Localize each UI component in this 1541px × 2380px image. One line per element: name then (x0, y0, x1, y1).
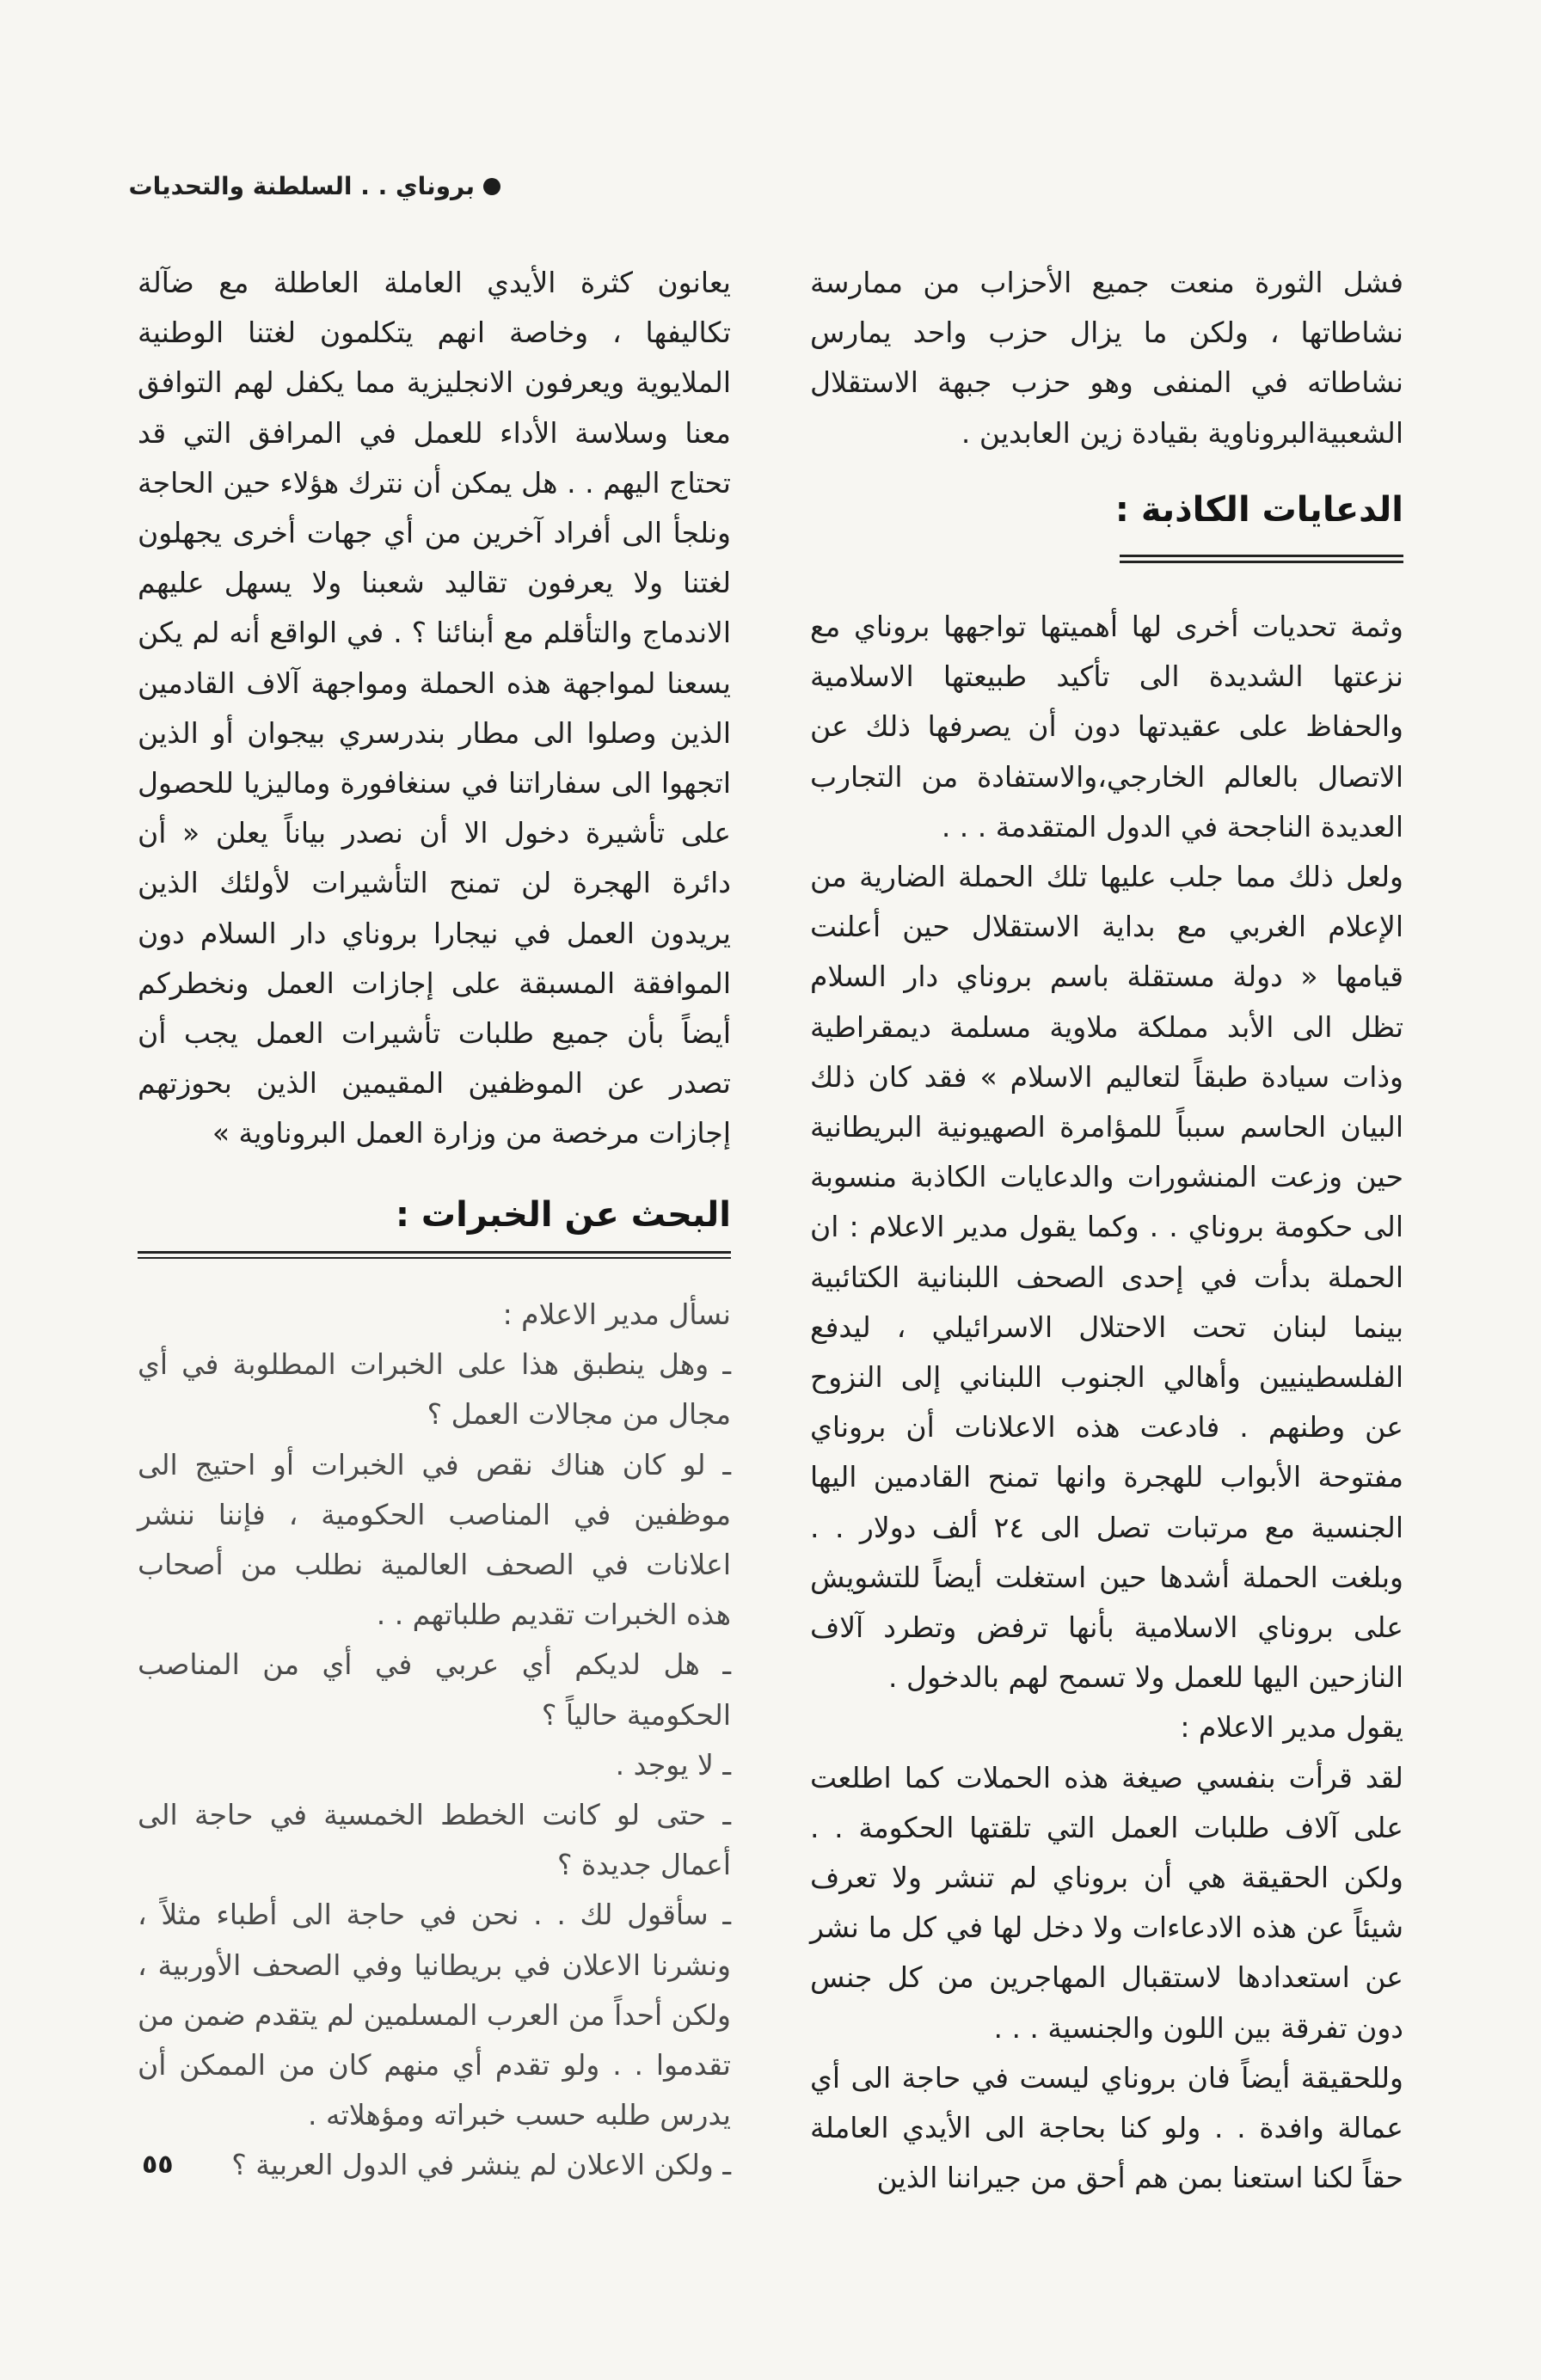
heading-underline (138, 1251, 731, 1254)
interview-line: ـ لا يوجد . (615, 1747, 731, 1782)
right-column-body (810, 602, 1403, 2204)
bullet-icon (483, 178, 500, 195)
section-heading-false-propaganda: الدعايات الكاذبة : (1114, 490, 1403, 530)
interview-line: ـ هل لديكم أي عربي في أي من المناصب الحكومية حالياً ؟ (138, 1647, 731, 1732)
left-column-interview (138, 1290, 731, 2191)
left-column-upper (138, 258, 731, 1159)
running-title-text: بروناي . . السلطنة والتحديات (128, 172, 475, 200)
interview-line: ـ حتى لو كانت الخطط الخمسية في حاجة الى أعمال جديدة ؟ (138, 1798, 731, 1882)
body-paragraph: يقول مدير الاعلام : (1180, 1710, 1403, 1745)
interview-line: ـ لو كان هناك نقص في الخبرات أو احتيج الى موظفين في المناصب الحكومية ، فإننا ننشر اعلانات في الصحف العالمية نطلب من أصحاب هذه الخبرات تقديم طلباتهم . . (138, 1447, 731, 1632)
body-paragraph: يعانون كثرة الأيدي العاملة العاطلة مع ضآلة تكاليفها ، وخاصة انهم يتكلمون لغتنا الوطنية الملايوية ويعرفون الانجليزية مما يكفل لهم التوافق معنا وسلاسة الأداء للعمل في المرافق التي قد تحتاج اليهم . . هل يمكن أن نترك هؤلاء حين الحاجة ونلجأ الى أفراد آخرين من أي جهات أخرى يجهلون لغتنا ولا يعرفون تقاليد شعبنا ولا يسهل عليهم الاندماج والتأقلم مع أبنائنا ؟ . في الواقع أنه لم يكن يسعنا لمواجهة هذه الحملة ومواجهة آلاف القادمين الذين وصلوا الى مطار بندرسري بيجوان أو الذين اتجهوا الى سفاراتنا في سنغافورة وماليزيا للحصول على تأشيرة دخول الا أن نصدر بياناً يعلن « أن دائرة الهجرة لن تمنح التأشيرات لأولئك الذين يريدون العمل في نيجارا بروناي دار السلام دون الموافقة المسبقة على إجازات العمل ونخطركم أيضاً بأن جميع طلبات تأشيرات العمل يجب أن تصدر عن الموظفين المقيمين الذين بحوزتهم إجازات مرخصة من وزارة العمل البروناوية » (138, 266, 731, 1150)
running-title (129, 172, 500, 200)
right-column-intro (810, 258, 1403, 458)
heading-underline (1120, 561, 1403, 563)
interview-line: نسأل مدير الاعلام : (502, 1297, 731, 1331)
body-paragraph: لقد قرأت بنفسي صيغة هذه الحملات كما اطلعت على آلاف طلبات العمل التي تلقتها الحكومة . . ولكن الحقيقة هي أن بروناي لم تنشر ولا تعرف شيئاً عن هذه الادعاءات ولا دخل لها في كل ما نشر عن استعدادها لاستقبال المهاجرين من كل جنس دون تفرقة بين اللون والجنسية . . . (810, 1760, 1403, 2045)
body-paragraph: وللحقيقة أيضاً فان بروناي ليست في حاجة الى أي عمالة وافدة . . ولو كنا بحاجة الى الأيدي العاملة حقاً لكنا استعنا بمن هم أحق من جيراننا الذين (810, 2060, 1403, 2195)
interview-line: ـ سأقول لك . . نحن في حاجة الى أطباء مثلاً ، ونشرنا الاعلان في بريطانيا وفي الصحف الأوربية ، ولكن أحداً من العرب المسلمين لم يتقدم ضمن من تقدموا . . ولو تقدم أي منهم كان من الممكن أن يدرس طلبه حسب خبراته ومؤهلاته . (138, 1898, 731, 2132)
interview-line: ـ وهل ينطبق هذا على الخبرات المطلوبة في أي مجال من مجالات العمل ؟ (138, 1347, 731, 1432)
body-paragraph: وثمة تحديات أخرى لها أهميتها تواجهها بروناي مع نزعتها الشديدة الى تأكيد طبيعتها الاسلامية والحفاظ على عقيدتها دون أن يصرفها ذلك عن الاتصال بالعالم الخارجي،والاستفادة من التجارب العديدة الناجحة في الدول المتقدمة . . . (810, 610, 1403, 843)
intro-paragraph: فشل الثورة منعت جميع الأحزاب من ممارسة نشاطاتها ، ولكن ما يزال حزب واحد يمارس نشاطاته في المنفى وهو حزب جبهة الاستقلال الشعبيةالبروناوية بقيادة زين العابدين . (810, 266, 1403, 450)
heading-underline (1120, 555, 1403, 557)
interview-line: ـ ولكن الاعلان لم ينشر في الدول العربية ؟ (231, 2148, 731, 2182)
section-heading-seeking-expertise: البحث عن الخبرات : (396, 1195, 731, 1235)
running-header (0, 172, 1541, 215)
body-paragraph: ولعل ذلك مما جلب عليها تلك الحملة الضارية من الإعلام الغربي مع بداية الاستقلال حين أعلنت قيامها « دولة مستقلة باسم بروناي دار السلام تظل الى الأبد مملكة ملاوية مسلمة ديمقراطية وذات سيادة طبقاً لتعاليم الاسلام » فقد كان ذلك البيان الحاسم سبباً للمؤامرة الصهيونية البريطانية حين وزعت المنشورات والدعايات الكاذبة منسوبة الى حكومة بروناي . . وكما يقول مدير الاعلام : ان الحملة بدأت في إحدى الصحف اللبنانية الكتائبية بينما لبنان تحت الاحتلال الاسرائيلي ، ليدفع الفلسطينيين وأهالي الجنوب اللبناني إلى النزوح عن وطنهم . فادعت هذه الاعلانات أن بروناي مفتوحة الأبواب للهجرة وانها تمنح القادمين اليها الجنسية مع مرتبات تصل الى ٢٤ ألف دولار . . وبلغت الحملة أشدها حين استغلت أيضاً للتشويش على بروناي الاسلامية بأنها ترفض وتطرد آلاف النازحين اليها للعمل ولا تسمح لهم بالدخول . (810, 860, 1403, 1695)
page-number: ٥٥ (142, 2150, 174, 2180)
heading-underline (138, 1257, 731, 1259)
